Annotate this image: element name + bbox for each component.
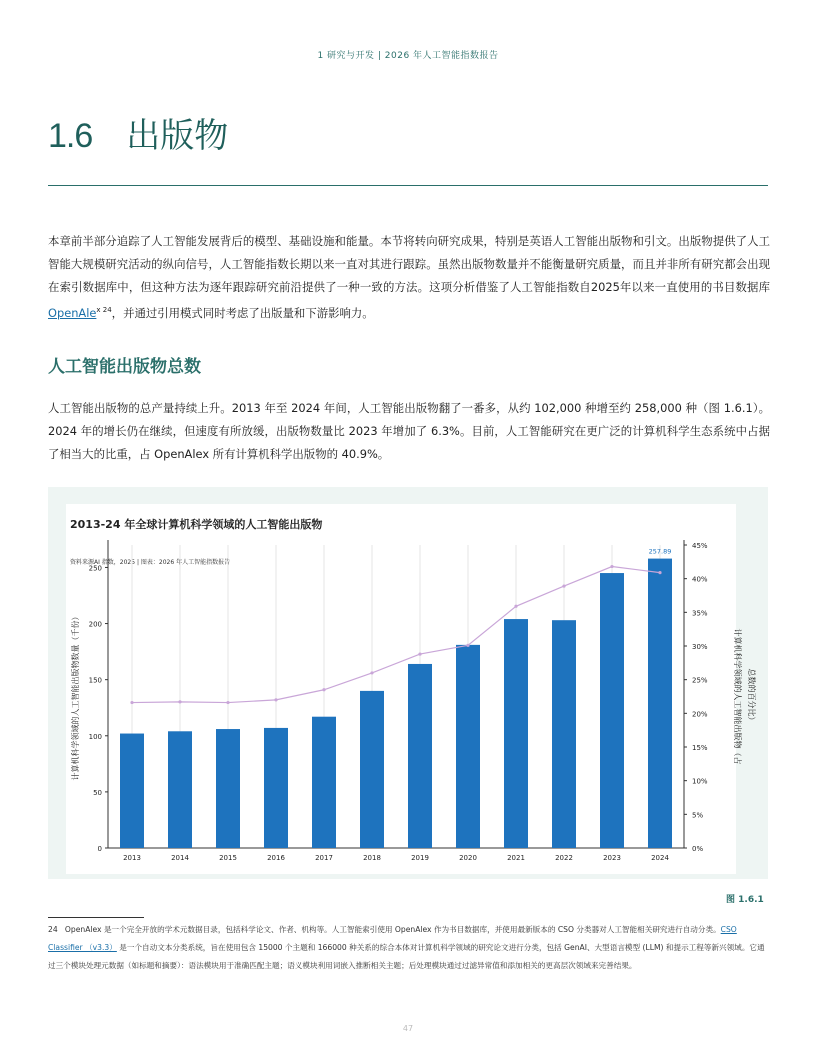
footnote-text-1: OpenAlex 是一个完全开放的学术元数据目录，包括科学论文、作者、机构等。人工智能索引使用 OpenAlex 作为书目数据库，并使用最新版本的 CSO 分类器对人工智能相关研究进行自动分类。	[64, 925, 721, 934]
percent-point	[370, 671, 373, 674]
section-title-text: 出版物	[126, 116, 229, 156]
cso-classifier-link[interactable]: CSO Classifier （v3.3）	[48, 925, 737, 952]
bar	[408, 664, 432, 848]
y2-tick-label: 40%	[692, 575, 708, 584]
y2-tick-label: 20%	[692, 710, 708, 719]
bar	[504, 619, 528, 848]
y2-axis-title-line1: 计算机科学领域的人工智能出版物（占	[733, 628, 742, 765]
intro-text-1: 本章前半部分追踪了人工智能发展背后的模型、基础设施和能量。本节将转向研究成果，特别是英语人工智能出版物和引文。出版物提供了人工智能大规模研究活动的纵向信号，人工智能指数长期以来一直对其进行跟踪。虽然出版物数量并不能衡量研究质量，而且并非所有研究都会出现在索引数据库中，但这种方法为逐年跟踪研究前沿提供了一种一致的方法。这项分析借鉴了人工智能指数自2025年以来一直使用的书目数据库	[48, 234, 770, 294]
bar	[456, 645, 480, 848]
y-tick-label: 100	[88, 732, 102, 741]
bar	[552, 620, 576, 848]
x-tick-label: 2017	[315, 854, 333, 862]
y-tick-label: 150	[88, 676, 102, 685]
x-tick-label: 2019	[411, 854, 429, 862]
percent-point	[658, 571, 661, 574]
section-number: 1.6	[48, 117, 93, 155]
y2-tick-label: 45%	[692, 542, 708, 550]
bar	[264, 728, 288, 848]
x-tick-label: 2015	[219, 854, 237, 862]
page-number: 47	[402, 1024, 414, 1033]
running-head: 1 研究与开发 | 2026 年人工智能指数报告	[317, 51, 499, 61]
bar	[120, 734, 144, 848]
y-tick-label: 50	[93, 788, 102, 797]
bar	[312, 717, 336, 848]
x-tick-label: 2023	[603, 854, 621, 862]
x-tick-label: 2020	[459, 854, 477, 862]
y2-tick-label: 35%	[692, 609, 708, 618]
x-tick-label: 2014	[171, 854, 189, 862]
bar	[216, 729, 240, 848]
footnote-divider	[48, 917, 144, 918]
percent-point	[562, 584, 565, 587]
y-tick-label: 250	[88, 564, 102, 573]
body-paragraph: 人工智能出版物的总产量持续上升。2013 年至 2024 年间，人工智能出版物翻了一番多，从约 102,000 种增至约 258,000 种（图 1.6.1）。2024 年的增长仍在继续，但速度有所放缓，出版物数量比 2023 年增加了 6.3%。目前，人工智能研究在更广泛的计算机科学生态系统中占据了相当大的比重，占 OpenAlex 所有计算机科学出版物的 40.9%。	[48, 401, 770, 461]
percent-point	[418, 652, 421, 655]
percent-point	[514, 605, 517, 608]
chart-title: 2013-24 年全球计算机科学领域的人工智能出版物	[70, 518, 323, 531]
chart-source: 资料来源AI 指数，2025 | 图表：2026 年人工智能指数报告	[70, 559, 231, 566]
percent-point	[274, 698, 277, 701]
y2-tick-label: 10%	[692, 777, 708, 786]
x-tick-label: 2016	[267, 854, 285, 862]
footnote-number: 24	[48, 925, 58, 934]
y2-axis-title-line2: 总数的百分比）	[747, 668, 756, 725]
footnote-ref[interactable]: x 24	[96, 306, 112, 314]
subsection-title: 人工智能出版物总数	[48, 357, 201, 377]
percent-point	[322, 688, 325, 691]
x-tick-label: 2018	[363, 854, 381, 862]
percent-point	[610, 565, 613, 568]
y-tick-label: 0	[97, 845, 102, 853]
y2-tick-label: 5%	[692, 811, 704, 820]
openalex-link[interactable]: OpenAle	[48, 305, 97, 320]
y-axis-title: 计算机科学领域的人工智能出版物数量（千份）	[71, 612, 80, 781]
x-tick-label: 2021	[507, 854, 525, 862]
footnote	[48, 921, 770, 975]
percent-point	[130, 701, 133, 704]
percent-point	[226, 701, 229, 704]
bar	[168, 731, 192, 848]
bar	[648, 559, 672, 848]
x-tick-label: 2022	[555, 854, 573, 862]
x-tick-label: 2013	[123, 854, 141, 862]
percent-point	[466, 644, 469, 647]
bar	[600, 573, 624, 848]
percent-point	[178, 700, 181, 703]
data-label: 257.89	[648, 547, 672, 556]
y-tick-label: 200	[88, 620, 102, 629]
bar	[360, 691, 384, 848]
y2-tick-label: 30%	[692, 643, 708, 651]
figure-label: 图 1.6.1	[726, 895, 764, 905]
footnote-text-2: 是一个自动文本分类系统，旨在使用包含 15000 个主题和 166000 种关系的综合本体对计算机科学领域的研究论文进行分类，包括 GenAI、大型语言模型 (LLM) 和提示工程等新兴领域。它通过三个模块处理元数据（如标题和摘要）：语法模块用于准确匹配主题；语义模块利用词嵌入推断相关主题；后处理模块通过过滤异常值和添加相关的更高层次领域来完善结果。	[48, 943, 765, 970]
y2-tick-label: 15%	[692, 744, 708, 752]
percent-line	[132, 567, 660, 703]
y2-tick-label: 25%	[692, 676, 708, 685]
intro-text-2: ，并通过引用模式同时考虑了出版量和下游影响力。	[111, 305, 374, 320]
x-tick-label: 2024	[651, 854, 669, 862]
y2-tick-label: 0%	[692, 845, 704, 853]
